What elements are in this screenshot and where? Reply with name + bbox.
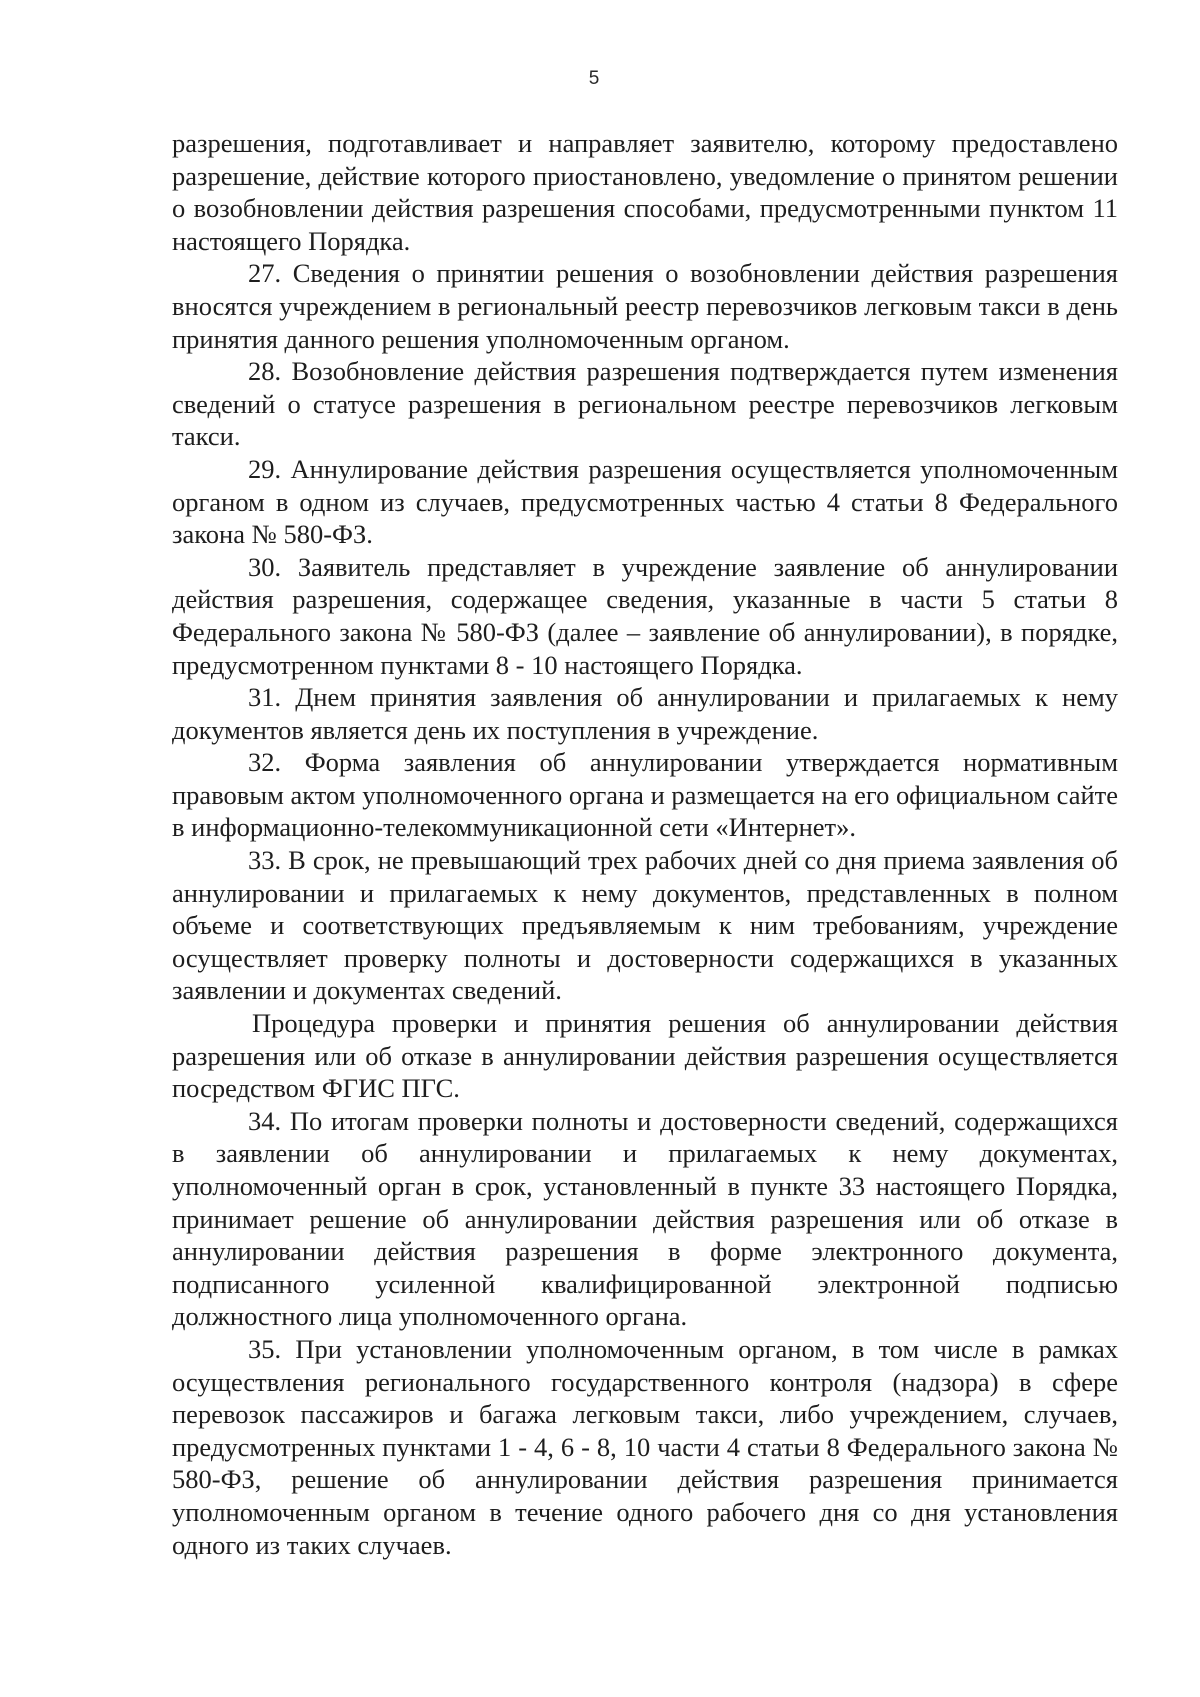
paragraph-27: 27. Сведения о принятии решения о возобновлении действия разрешения вносятся учреждением в региональный реестр перевозчиков легковым такси в день принятия данного решения уполномоченным органом. [172, 258, 1118, 354]
paragraph-34: 34. По итогам проверки полноты и достоверности сведений, содержащихся в заявлении об аннулировании и прилагаемых к нему документах, уполномоченный орган в срок, установленный в пункте 33 настоящего Порядка, принимает решение об аннулировании действия разрешения или об отказе в аннулировании действия разрешения в форме электронного документа, подписанного усиленной квалифицированной электронной подписью должностного лица уполномоченного органа. [172, 1105, 1118, 1332]
paragraph-29: 29. Аннулирование действия разрешения осуществляется уполномоченным органом в одном из случаев, предусмотренных частью 4 статьи 8 Федерального закона № 580-ФЗ. [172, 453, 1118, 550]
paragraph-33-procedure: Процедура проверки и принятия решения об аннулировании действия разрешения или об отказе в аннулировании действия разрешения осуществляется посредством ФГИС ПГС. [172, 1008, 1118, 1104]
paragraph-26-continuation: разрешения, подготавливает и направляет заявителю, которому предоставлено разрешение, действие которого приостановлено, уведомление о принятом решении о возобновлении действия разрешения способами, предусмотренными пунктом 11 настоящего Порядка. [172, 128, 1118, 256]
paragraph-31: 31. Днем принятия заявления об аннулировании и прилагаемых к нему документов является день их поступления в учреждение. [172, 682, 1118, 745]
document-body [172, 127, 1118, 1561]
paragraph-28: 28. Возобновление действия разрешения подтверждается путем изменения сведений о статусе разрешения в региональном реестре перевозчиков легковым такси. [172, 356, 1118, 452]
paragraph-30: 30. Заявитель представляет в учреждение заявление об аннулировании действия разрешения, содержащее сведения, указанные в части 5 статьи 8 Федерального закона № 580-ФЗ (далее – заявление об аннулировании), в порядке, предусмотренном пунктами 8 - 10 настоящего Порядка. [172, 551, 1118, 680]
paragraph-33: 33. В срок, не превышающий трех рабочих дней со дня приема заявления об аннулировании и прилагаемых к нему документов, представленных в полном объеме и соответствующих предъявляемым к ним требованиям, учреждение осуществляет проверку полноты и достоверности содержащихся в указанных заявлении и документах сведений. [172, 845, 1118, 1006]
paragraph-32: 32. Форма заявления об аннулировании утверждается нормативным правовым актом уполномоченного органа и размещается на его официальном сайте в информационно-телекоммуникационной сети «Интернет». [172, 747, 1118, 843]
page-number: 5 [588, 68, 600, 89]
paragraph-35: 35. При установлении уполномоченным органом, в том числе в рамках осуществления регионального государственного контроля (надзора) в сфере перевозок пассажиров и багажа легковым такси, либо учреждением, случаев, предусмотренных пунктами 1 - 4, 6 - 8, 10 части 4 статьи 8 Федерального закона № 580-ФЗ, решение об аннулировании действия разрешения принимается уполномоченным органом в течение одного рабочего дня со дня установления одного из таких случаев. [172, 1333, 1118, 1560]
